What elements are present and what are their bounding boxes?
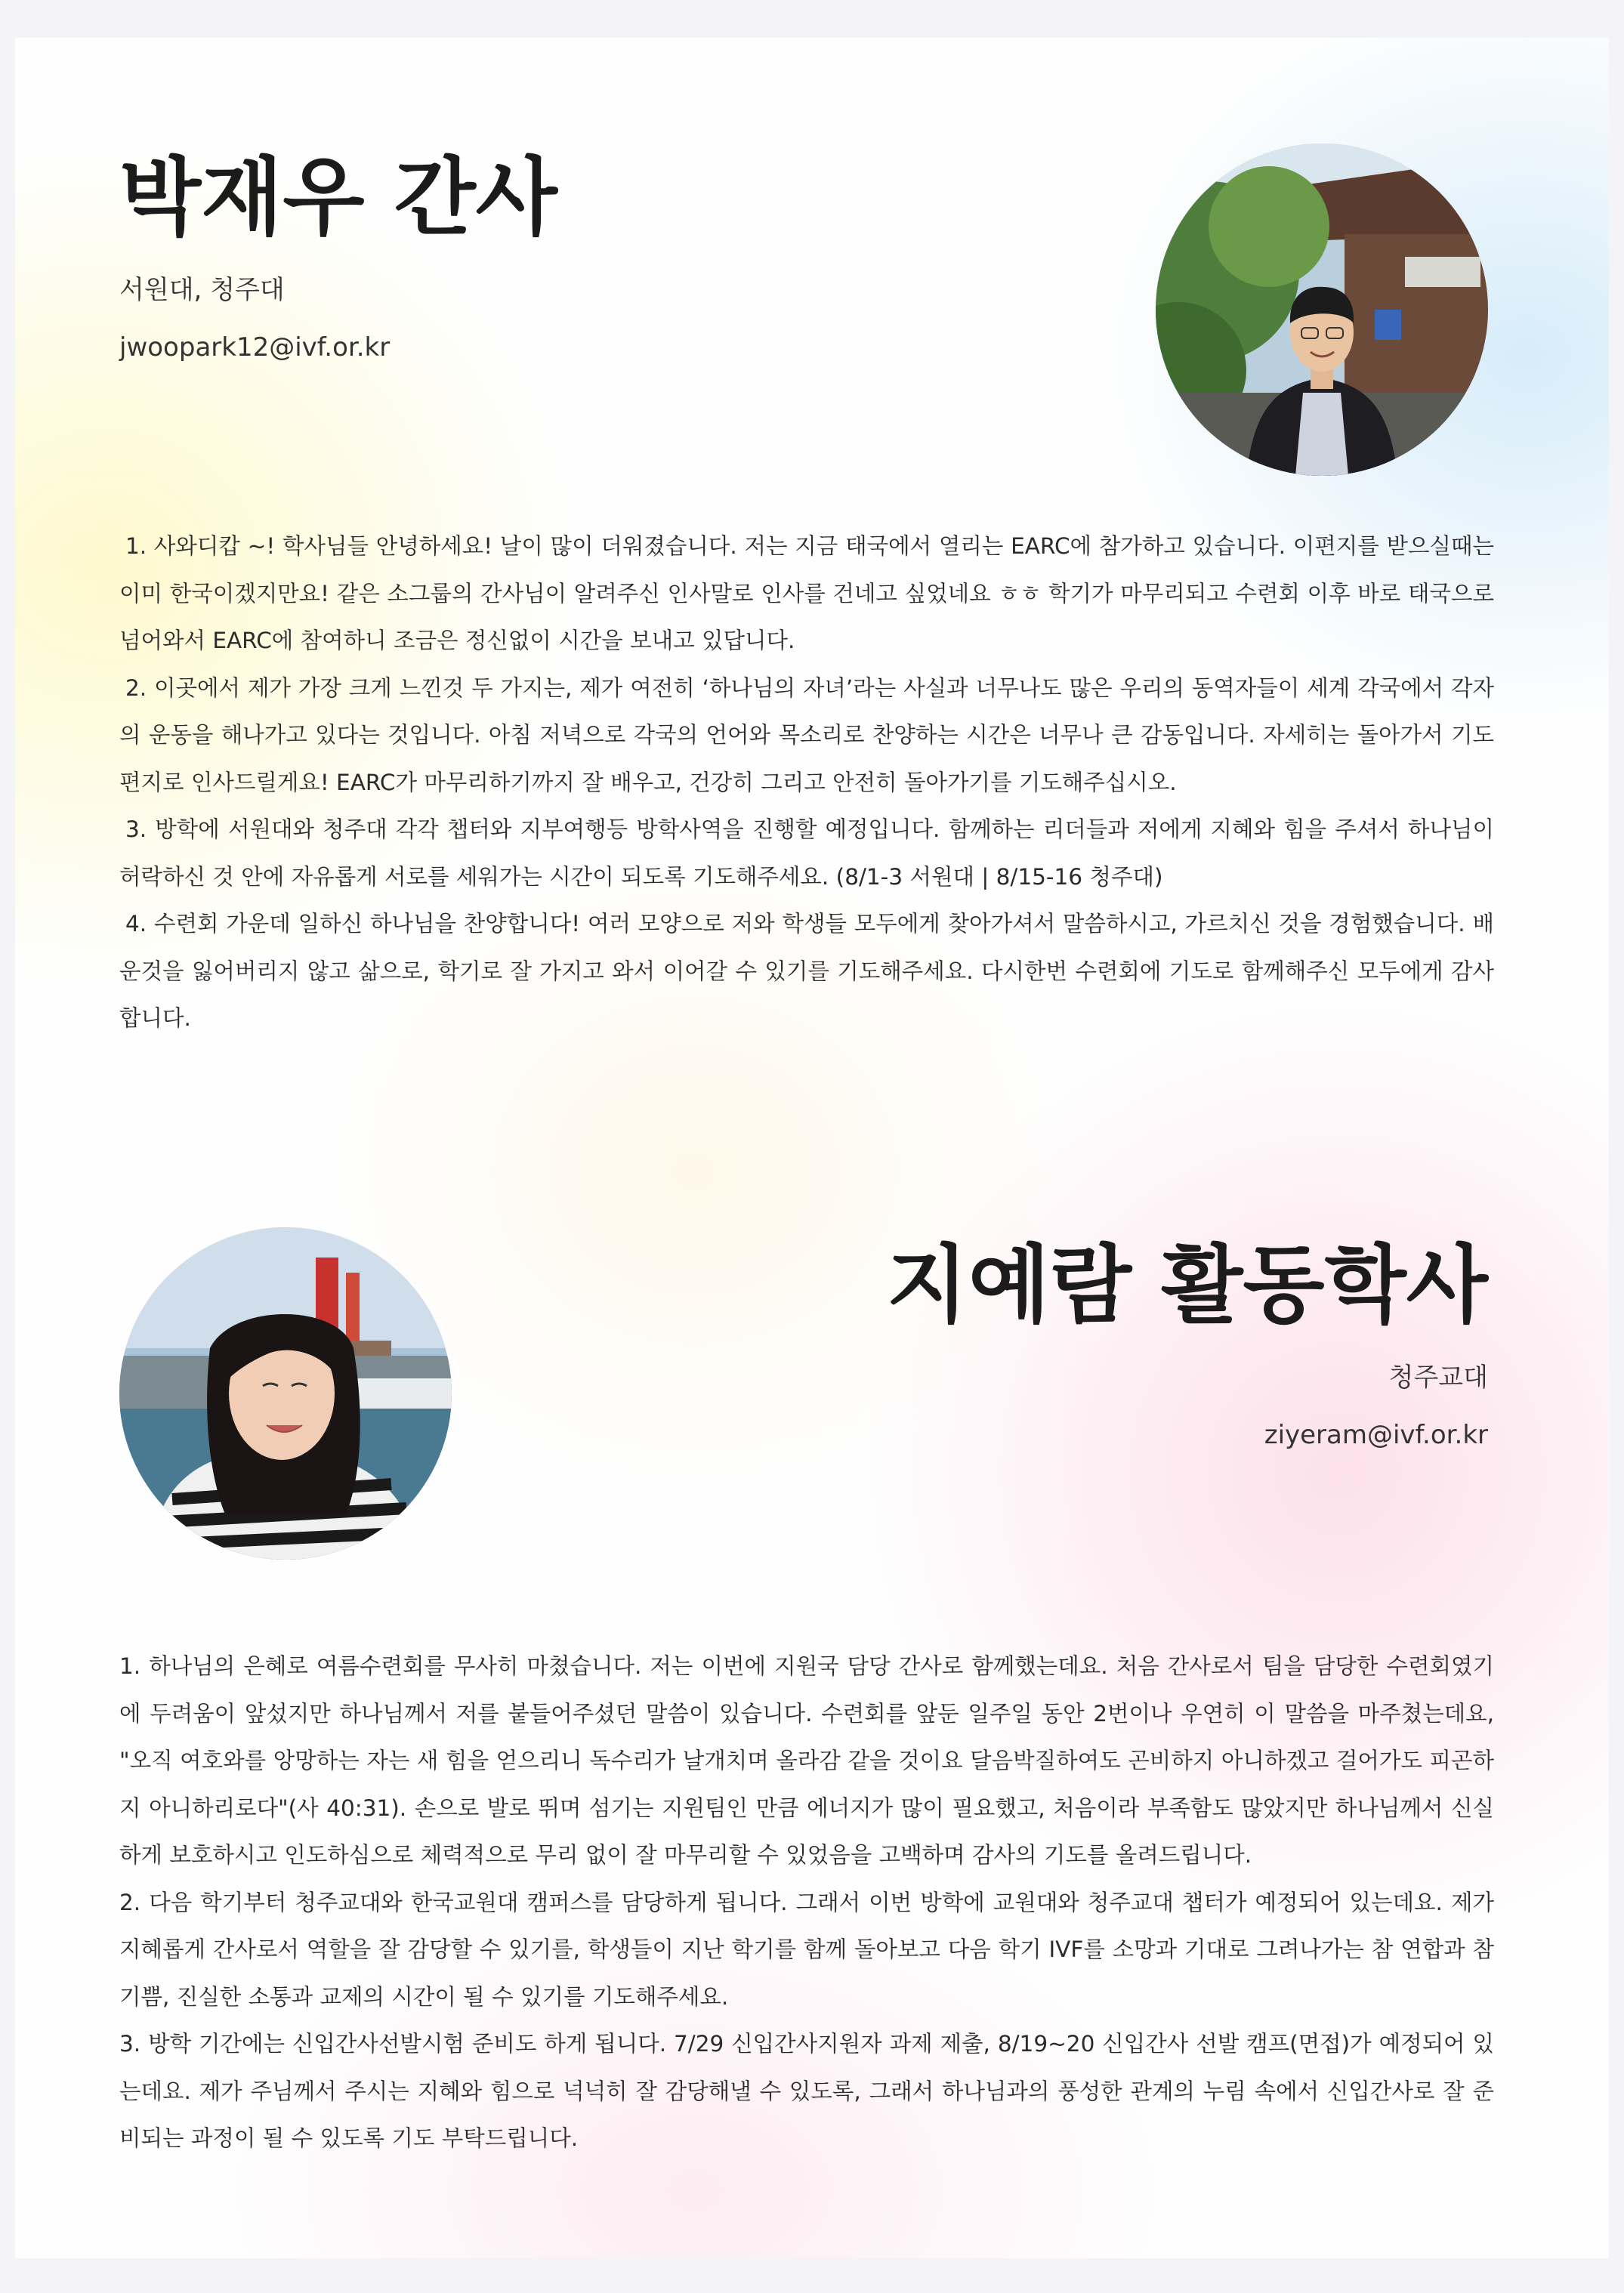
paragraph: 2. 다음 학기부터 청주교대와 한국교원대 캠퍼스를 담당하게 됩니다. 그래서 이번 방학에 교원대와 청주교대 챕터가 예정되어 있는데요. 제가 지혜롭게 간사로서 역할을 잘 감당할 수 있기를, 학생들이 지난 학기를 함께 돌아보고 다음 학기 IVF를 소망과 기대로 그려나가는 참 연합과 참 기쁨, 진실한 소통과 교제의 시간이 될 수 있기를 기도해주세요. <box>119 1889 1494 2010</box>
email-address[interactable]: ziyeram@ivf.or.kr <box>1264 1420 1488 1450</box>
profile-photo <box>1156 144 1488 476</box>
paragraph: 2. 이곳에서 제가 가장 크게 느낀것 두 가지는, 제가 여전히 ‘하나님의 자녀’라는 사실과 너무나도 많은 우리의 동역자들이 세계 각국에서 각자의 운동을 해나가고 있다는 것입니다. 아침 저녁으로 각국의 언어와 목소리로 찬양하는 시간은 너무나 큰 감동입니다. 자세히는 돌아가서 기도편지로 인사드릴게요! EARC가 마무리하기까지 잘 배우고, 건강히 그리고 안전히 돌아가기를 기도해주십시오. <box>119 674 1494 795</box>
paragraph: 3. 방학에 서원대와 청주대 각각 챕터와 지부여행등 방학사역을 진행할 예정입니다. 함께하는 리더들과 저에게 지혜와 힘을 주셔서 하나님이 허락하신 것 안에 자유롭게 서로를 세워가는 시간이 되도록 기도해주세요. (8/1-3 서원대 | 8/15-16 청주대) <box>119 816 1494 890</box>
paragraph: 1. 사와디캅 ~! 학사님들 안녕하세요! 날이 많이 더워졌습니다. 저는 지금 태국에서 열리는 EARC에 참가하고 있습니다. 이편지를 받으실때는 이미 한국이겠지만요! 같은 소그룹의 간사님이 알려주신 인사말로 인사를 건네고 싶었네요 ㅎㅎ 학기가 마무리되고 수련회 이후 바로 태국으로 넘어와서 EARC에 참여하니 조금은 정신없이 시간을 보내고 있답니다. <box>119 533 1494 653</box>
paragraph: 4. 수련회 가운데 일하신 하나님을 찬양합니다! 여러 모양으로 저와 학생들 모두에게 찾아가셔서 말씀하시고, 가르치신 것을 경험했습니다. 배운것을 잃어버리지 않고 삶으로, 학기로 잘 가지고 와서 이어갈 수 있기를 기도해주세요. 다시한번 수련회에 기도로 함께해주신 모두에게 감사합니다. <box>119 911 1494 1031</box>
paragraph: 3. 방학 기간에는 신입간사선발시험 준비도 하게 됩니다. 7/29 신입간사지원자 과제 제출, 8/19~20 신입간사 선발 캠프(면접)가 예정되어 있는데요. 제가 주님께서 주시는 지혜와 힘으로 넉넉히 잘 감당해낼 수 있도록, 그래서 하나님과의 풍성한 관계의 누림 속에서 신입간사로 잘 준비되는 과정이 될 수 있도록 기도 부탁드립니다. <box>119 2031 1494 2151</box>
profile-photo <box>119 1227 452 1560</box>
staff-name-heading: 지예람 활동학사 <box>886 1236 1488 1335</box>
campus-list: 청주교대 <box>1388 1363 1488 1393</box>
paragraph: 1. 하나님의 은혜로 여름수련회를 무사히 마쳤습니다. 저는 이번에 지원국 담당 간사로 함께했는데요. 처음 간사로서 팀을 담당한 수련회였기에 두려움이 앞섰지만 하나님께서 저를 붙들어주셨던 말씀이 있습니다. 수련회를 앞둔 일주일 동안 2번이나 우연히 이 말씀을 마주쳤는데요, "오직 여호와를 앙망하는 자는 새 힘을 얻으리니 독수리가 날개치며 올라감 같을 것이요 달음박질하여도 곤비하지 아니하겠고 걸어가도 피곤하지 아니하리로다"(사 40:31). 손으로 발로 뛰며 섬기는 지원팀인 만큼 에너지가 많이 필요했고, 처음이라 부족함도 많았지만 하나님께서 신실하게 보호하시고 인도하심으로 체력적으로 무리 없이 잘 마무리할 수 있었음을 고백하며 감사의 기도를 올려드립니다. <box>119 1653 1494 1868</box>
staff-name-heading: 박재우 간사 <box>119 148 557 247</box>
section1-body <box>119 523 1494 1042</box>
email-address[interactable]: jwoopark12@ivf.or.kr <box>119 332 391 363</box>
profile-photo-art <box>1156 144 1488 476</box>
profile-photo-art <box>119 1227 452 1560</box>
campus-list: 서원대, 청주대 <box>119 275 285 305</box>
section2-body <box>119 1643 1494 2162</box>
